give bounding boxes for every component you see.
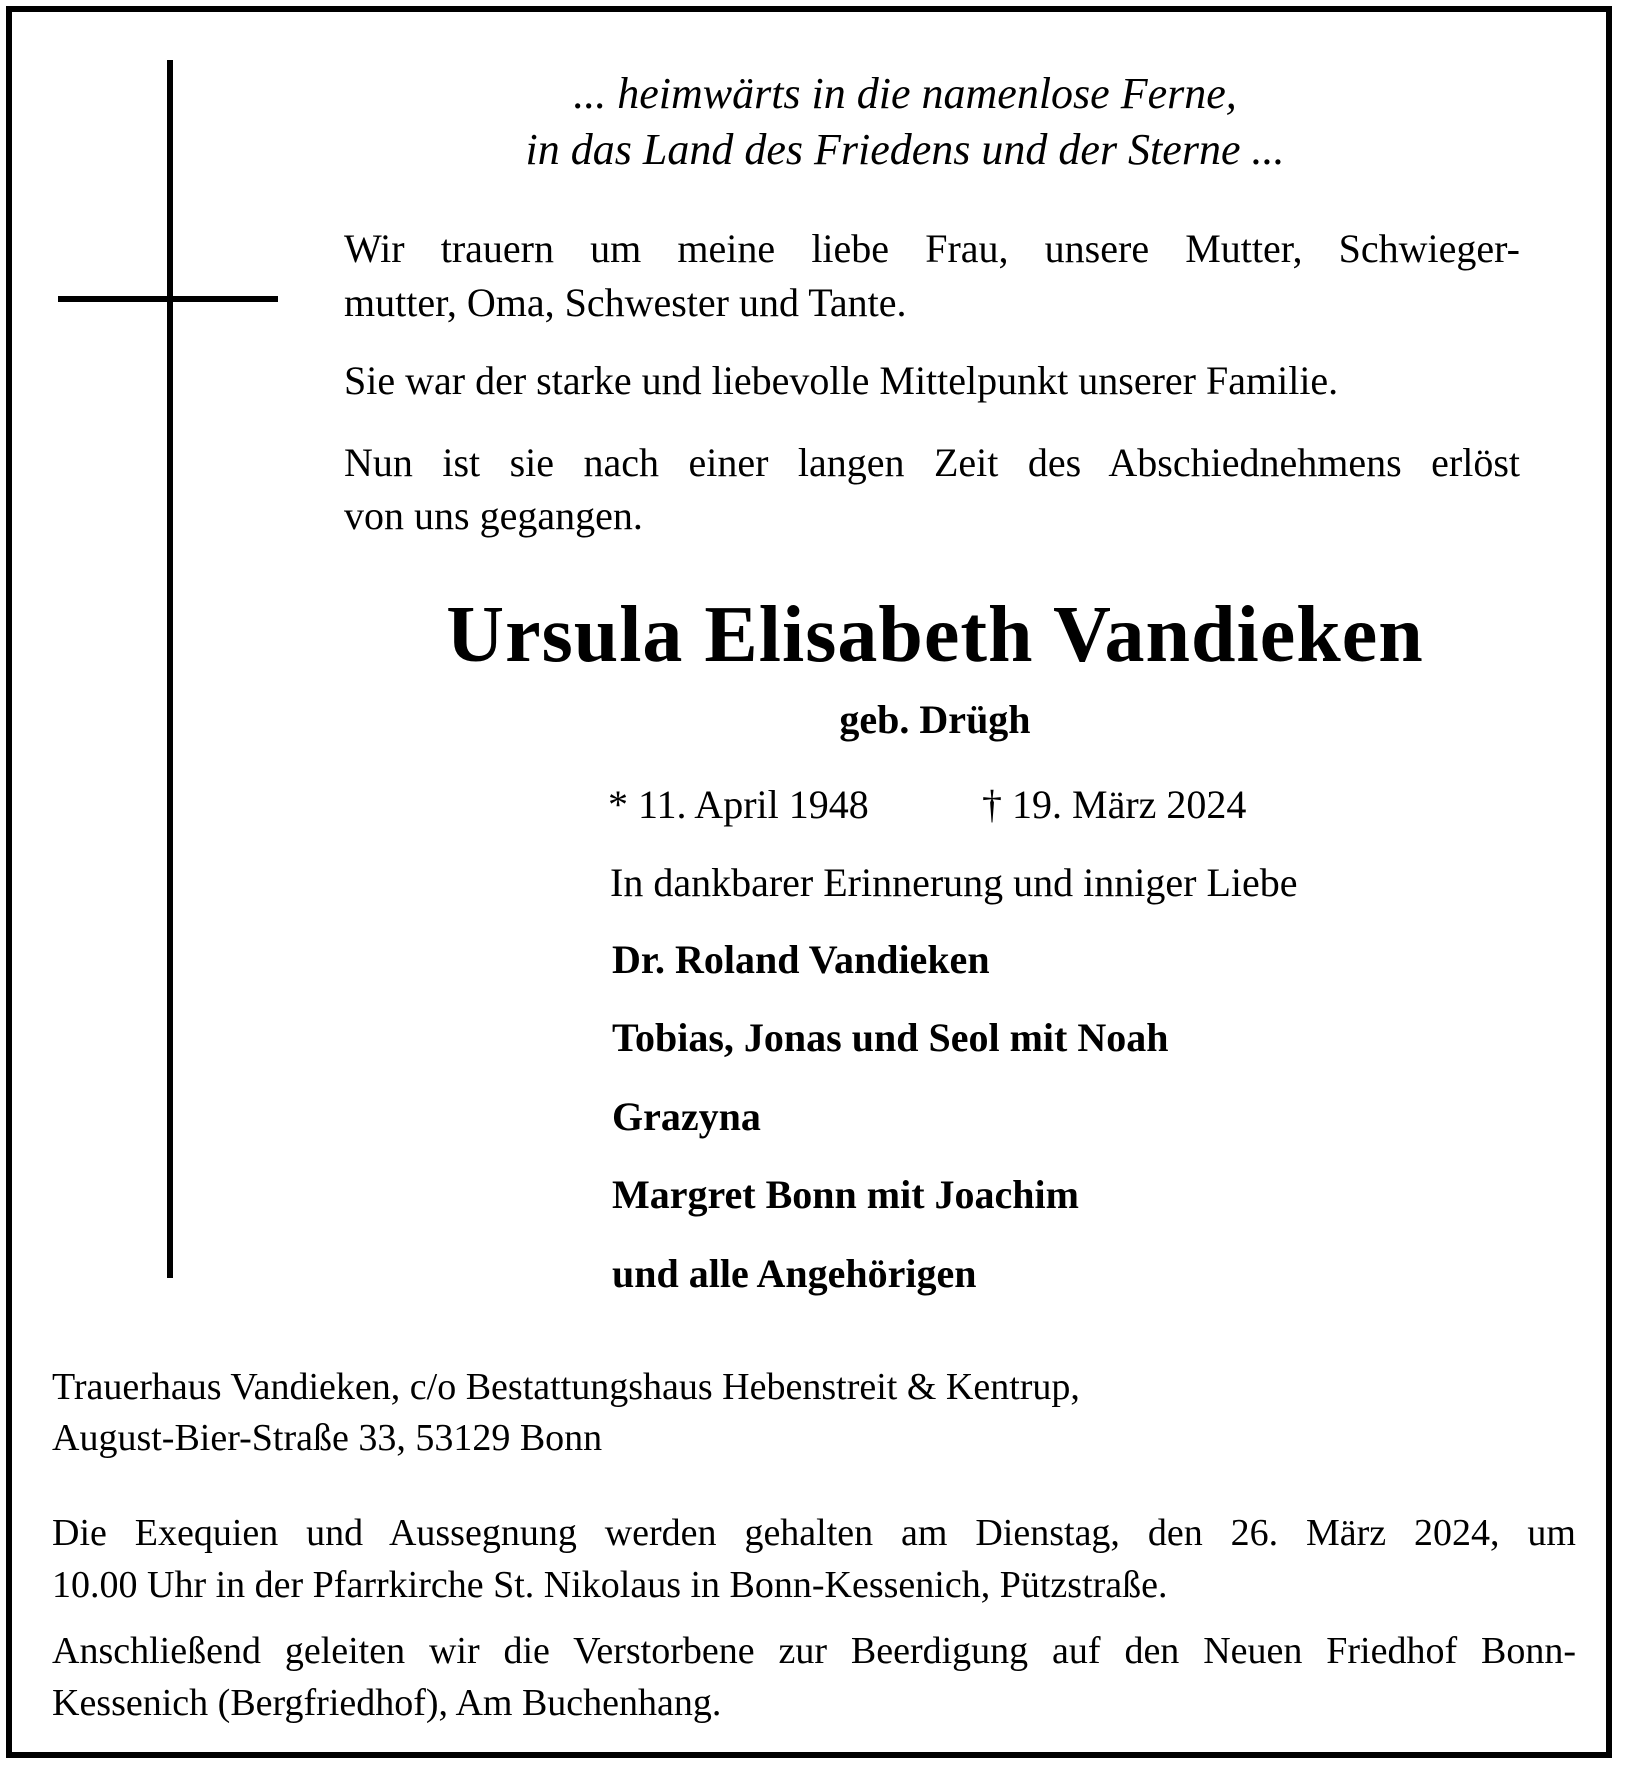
cross-icon-horizontal-bar bbox=[58, 296, 278, 302]
mourners-intro: In dankbarer Erinnerung und inniger Liebe bbox=[610, 860, 1298, 905]
intro-paragraph-3-line-2: von uns gegangen. bbox=[344, 493, 643, 538]
maiden-name: geb. Drügh bbox=[839, 697, 1031, 742]
cross-icon-vertical-bar bbox=[167, 60, 173, 1278]
service-paragraph-1-line-2: 10.00 Uhr in der Pfarrkirche St. Nikolaus in Bonn-Kessenich, Pützstraße. bbox=[52, 1564, 1168, 1606]
mourner-name: und alle Angehörigen bbox=[612, 1251, 977, 1296]
verse-line-2: in das Land des Friedens und der Sterne ... bbox=[525, 125, 1285, 174]
service-paragraph-2-line-1: Anschließend geleiten wir die Verstorbene zur Beerdigung auf den Neuen Friedhof Bonn- bbox=[52, 1630, 1576, 1672]
service-paragraph-1-line-1: Die Exequien und Aussegnung werden gehalten am Dienstag, den 26. März 2024, um bbox=[52, 1512, 1576, 1554]
intro-paragraph-1-line-1: Wir trauern um meine liebe Frau, unsere Mutter, Schwieger- bbox=[344, 226, 1520, 271]
address-line-2: August-Bier-Straße 33, 53129 Bonn bbox=[52, 1417, 603, 1459]
mourner-name: Margret Bonn mit Joachim bbox=[612, 1172, 1079, 1217]
death-date: † 19. März 2024 bbox=[982, 782, 1247, 827]
mourner-name: Dr. Roland Vandieken bbox=[612, 937, 990, 982]
birth-date: * 11. April 1948 bbox=[608, 782, 869, 827]
mourner-name: Grazyna bbox=[612, 1094, 761, 1139]
address-line-1: Trauerhaus Vandieken, c/o Bestattungshaus Hebenstreit & Kentrup, bbox=[52, 1366, 1080, 1408]
intro-paragraph-2: Sie war der starke und liebevolle Mittelpunkt unserer Familie. bbox=[344, 358, 1339, 403]
verse-line-1: ... heimwärts in die namenlose Ferne, bbox=[573, 69, 1237, 118]
intro-paragraph-1-line-2: mutter, Oma, Schwester und Tante. bbox=[344, 280, 907, 325]
deceased-name: Ursula Elisabeth Vandieken bbox=[446, 591, 1424, 679]
mourner-name: Tobias, Jonas und Seol mit Noah bbox=[612, 1015, 1169, 1060]
intro-paragraph-3-line-1: Nun ist sie nach einer langen Zeit des Abschiednehmens erlöst bbox=[344, 440, 1520, 485]
service-paragraph-2-line-2: Kessenich (Bergfriedhof), Am Buchenhang. bbox=[52, 1682, 722, 1724]
